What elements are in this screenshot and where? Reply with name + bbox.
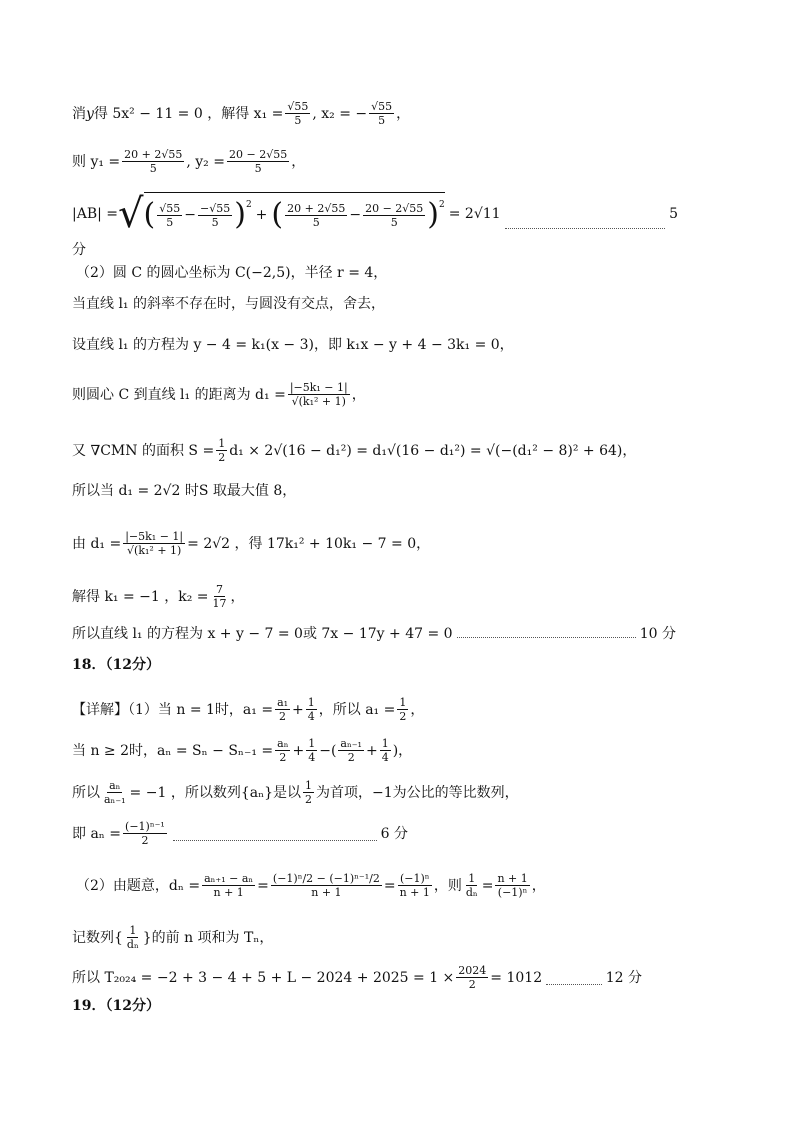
denominator: 5 bbox=[254, 162, 262, 175]
text: −( bbox=[319, 742, 337, 759]
denominator: √(k₁² + 1) bbox=[291, 395, 346, 408]
denominator: 5 bbox=[166, 215, 174, 229]
numerator: 20 − 2√55 bbox=[228, 148, 288, 161]
text: )， bbox=[392, 742, 413, 759]
fraction bbox=[123, 530, 185, 557]
text: （2）由题意，dₙ = bbox=[76, 877, 201, 894]
denominator: 2 bbox=[305, 793, 313, 806]
text: 得 5x² − 11 = 0 ，解得 x₁ = bbox=[93, 105, 284, 122]
denominator: n + 1 bbox=[399, 886, 430, 899]
denominator: 2 bbox=[468, 978, 476, 991]
text: ， bbox=[291, 153, 306, 170]
text: = bbox=[383, 877, 396, 894]
text: 则 y₁ = bbox=[72, 153, 121, 170]
sqrt-sign: √ bbox=[118, 190, 144, 237]
text: 分 bbox=[72, 242, 86, 258]
line-8 bbox=[72, 437, 636, 464]
fraction bbox=[157, 202, 182, 229]
denominator: 2 bbox=[279, 751, 287, 764]
line-10 bbox=[72, 530, 430, 557]
text: − bbox=[184, 207, 196, 223]
line-14 bbox=[72, 696, 424, 723]
text: d₁ × 2√(16 − d₁²) = d₁√(16 − d₁²) = √(−(d₁² − 8)² + 64)， bbox=[229, 442, 637, 459]
dot-leader bbox=[173, 840, 377, 841]
fraction bbox=[495, 872, 529, 899]
question-header: 18．（12分） bbox=[72, 657, 160, 673]
text: 【详解】（1）当 n = 1时，a₁ = bbox=[72, 701, 274, 718]
question-header: 19．（12分） bbox=[72, 998, 160, 1014]
line-4 bbox=[76, 263, 387, 283]
text: = 2√2 ，得 17k₁² + 10k₁ − 7 = 0， bbox=[187, 535, 431, 552]
paren: ) bbox=[427, 197, 440, 232]
numerator: (−1)ⁿ⁻¹ bbox=[125, 820, 165, 833]
numerator: aₙ₊₁ − aₙ bbox=[204, 872, 254, 885]
text: ， bbox=[396, 105, 411, 122]
text: ， bbox=[410, 701, 425, 718]
line-19 bbox=[72, 924, 273, 951]
fraction bbox=[285, 100, 310, 127]
text: 又 ∇CMN 的面积 S = bbox=[72, 442, 215, 459]
fraction bbox=[198, 202, 232, 229]
numerator: 1 bbox=[381, 737, 389, 750]
fraction bbox=[271, 872, 382, 899]
numerator: 1 bbox=[129, 924, 137, 937]
score-text: 5 bbox=[669, 205, 678, 222]
denominator: 2 bbox=[141, 834, 149, 847]
text: , x₂ = − bbox=[312, 105, 368, 122]
fraction bbox=[398, 872, 432, 899]
denominator: 5 bbox=[390, 215, 398, 229]
denominator: 5 bbox=[312, 215, 320, 229]
fraction bbox=[306, 696, 317, 723]
text: , y₂ = bbox=[186, 153, 225, 170]
numerator: aₙ bbox=[109, 779, 121, 792]
denominator: dₙ bbox=[126, 938, 139, 951]
numerator: 1 bbox=[468, 872, 476, 885]
text: = bbox=[257, 877, 269, 894]
numerator: −√55 bbox=[199, 201, 231, 215]
text: 所以 bbox=[72, 784, 100, 801]
numerator: 1 bbox=[305, 779, 313, 792]
fraction bbox=[303, 779, 314, 806]
paren: ) bbox=[234, 197, 246, 232]
line-2 bbox=[72, 148, 305, 175]
score-text: 12 分 bbox=[605, 969, 642, 986]
fraction bbox=[456, 964, 488, 991]
text: |AB| = bbox=[72, 205, 119, 222]
numerator: (−1)ⁿ/2 − (−1)ⁿ⁻¹/2 bbox=[272, 872, 380, 885]
fraction bbox=[288, 381, 350, 408]
numerator: 1 bbox=[218, 437, 226, 450]
text: 当直线 l₁ 的斜率不存在时，与圆没有交点，舍去， bbox=[72, 296, 385, 312]
line-20 bbox=[72, 964, 642, 991]
line-17 bbox=[72, 820, 408, 847]
text: ，所以 a₁ = bbox=[318, 701, 396, 718]
fraction bbox=[363, 202, 425, 229]
text: ，则 bbox=[433, 877, 462, 894]
denominator: 4 bbox=[381, 751, 389, 764]
denominator: 5 bbox=[211, 215, 219, 229]
line-5 bbox=[72, 294, 385, 314]
fraction bbox=[380, 737, 391, 764]
sqrt-body: ( $\frac{√55}{5}$ − $\frac{-√55}{5}$ ) $^2$ + ( $\frac{20 + 2√55}{5}$ − $\frac{20 - 2√55}{5}$ ) $^2$ bbox=[144, 192, 445, 235]
denominator: dₙ bbox=[465, 886, 478, 899]
fraction bbox=[123, 820, 167, 847]
denominator: 5 bbox=[149, 162, 157, 175]
denominator: 4 bbox=[307, 710, 315, 723]
text: + bbox=[292, 742, 305, 759]
fraction bbox=[338, 737, 364, 764]
line-15 bbox=[72, 737, 412, 764]
numerator: a₁ bbox=[277, 696, 289, 709]
text: = bbox=[481, 877, 494, 894]
text: 则圆心 C 到直线 l₁ 的距离为 d₁ = bbox=[72, 386, 286, 403]
line-3-cont bbox=[72, 240, 86, 260]
denominator: 2 bbox=[279, 710, 287, 723]
fraction bbox=[275, 737, 290, 764]
numerator: |−5k₁ − 1| bbox=[289, 381, 348, 394]
denominator: n + 1 bbox=[311, 886, 342, 899]
text: = 1012 bbox=[490, 969, 543, 986]
line-13 bbox=[72, 655, 160, 675]
numerator: 1 bbox=[307, 696, 315, 709]
text: 所以直线 l₁ 的方程为 x + y − 7 = 0或 7x − 17y + 47 = 0 bbox=[72, 626, 453, 642]
numerator: n + 1 bbox=[497, 872, 528, 885]
line-1 bbox=[72, 100, 410, 127]
line-7 bbox=[72, 381, 366, 408]
fraction bbox=[216, 437, 227, 464]
fraction bbox=[397, 696, 408, 723]
numerator: √55 bbox=[371, 100, 393, 113]
denominator: 2 bbox=[347, 751, 355, 764]
denominator: √(k₁² + 1) bbox=[127, 544, 182, 557]
numerator: |−5k₁ − 1| bbox=[125, 530, 184, 543]
text: + bbox=[365, 742, 378, 759]
text: ， bbox=[531, 877, 546, 894]
line-11 bbox=[72, 583, 245, 610]
line-16 bbox=[72, 779, 519, 806]
line-9 bbox=[72, 481, 296, 501]
text: 即 aₙ = bbox=[72, 825, 122, 842]
fraction bbox=[202, 872, 255, 899]
text: 记数列{ bbox=[72, 929, 123, 946]
line-6 bbox=[72, 335, 514, 355]
text: 由 d₁ = bbox=[72, 535, 122, 552]
fraction bbox=[125, 924, 141, 951]
fraction bbox=[464, 872, 480, 899]
text: + bbox=[255, 207, 268, 223]
line-18 bbox=[76, 872, 546, 899]
text: ， bbox=[351, 386, 366, 403]
text: 所以 T₂₀₂₄ = −2 + 3 − 4 + 5 + L − 2024 + 2025 = 1 × bbox=[72, 969, 455, 986]
denominator: n + 1 bbox=[213, 886, 244, 899]
denominator: 5 bbox=[378, 114, 386, 127]
text: 当 n ≥ 2时，aₙ = Sₙ − Sₙ₋₁ = bbox=[72, 742, 274, 759]
text: 解得 k₁ = −1 ，k₂ = bbox=[72, 588, 209, 605]
numerator: 20 + 2√55 bbox=[287, 201, 346, 215]
fraction bbox=[275, 696, 290, 723]
fraction bbox=[369, 100, 394, 127]
score-text: 6 分 bbox=[380, 825, 408, 842]
denominator: aₙ₋₁ bbox=[104, 793, 126, 806]
score-text: 10 分 bbox=[639, 626, 676, 642]
denominator: 2 bbox=[218, 451, 226, 464]
text: 所以当 d₁ = 2√2 时S 取最大值 8， bbox=[72, 483, 297, 499]
text: 为首项，−1为公比的等比数列， bbox=[316, 784, 519, 801]
dot-leader bbox=[546, 984, 602, 985]
text: }的前 n 项和为 Tₙ， bbox=[142, 929, 274, 946]
text: + bbox=[292, 701, 304, 718]
text: 消 bbox=[72, 105, 86, 122]
line-21 bbox=[72, 996, 160, 1016]
numerator: 1 bbox=[399, 696, 407, 709]
text: = 2√11 bbox=[448, 205, 501, 222]
denominator: (−1)ⁿ bbox=[497, 886, 528, 899]
denominator: 4 bbox=[308, 751, 316, 764]
denominator: 17 bbox=[212, 597, 227, 610]
text: = −1 ，所以数列{aₙ}是以 bbox=[129, 784, 302, 801]
line-3 bbox=[72, 192, 678, 235]
fraction bbox=[306, 737, 317, 764]
dot-leader bbox=[505, 228, 666, 229]
line-12 bbox=[72, 624, 676, 644]
fraction bbox=[285, 202, 347, 229]
numerator: 1 bbox=[308, 737, 316, 750]
fraction bbox=[227, 148, 289, 175]
math: y bbox=[86, 105, 94, 122]
numerator: 20 + 2√55 bbox=[124, 148, 183, 161]
numerator: 20 − 2√55 bbox=[365, 201, 424, 215]
denominator: 5 bbox=[294, 114, 302, 127]
numerator: aₙ₋₁ bbox=[340, 737, 362, 750]
numerator: 2024 bbox=[458, 964, 487, 977]
dot-leader bbox=[457, 637, 636, 638]
numerator: √55 bbox=[287, 100, 309, 113]
fraction bbox=[211, 583, 229, 610]
text: （2）圆 C 的圆心坐标为 C(−2,5)，半径 r = 4， bbox=[76, 265, 388, 281]
fraction bbox=[122, 148, 184, 175]
text: 设直线 l₁ 的方程为 y − 4 = k₁(x − 3)，即 k₁x − y + 4 − 3k₁ = 0， bbox=[72, 337, 514, 353]
paren: ( bbox=[143, 197, 156, 232]
text: ， bbox=[230, 588, 245, 605]
denominator: 2 bbox=[399, 710, 407, 723]
numerator: 7 bbox=[216, 583, 224, 596]
numerator: (−1)ⁿ bbox=[399, 872, 430, 885]
numerator: aₙ bbox=[277, 737, 289, 750]
numerator: √55 bbox=[159, 201, 181, 215]
paren: ( bbox=[271, 197, 284, 232]
fraction bbox=[102, 779, 128, 806]
text: − bbox=[349, 207, 362, 223]
